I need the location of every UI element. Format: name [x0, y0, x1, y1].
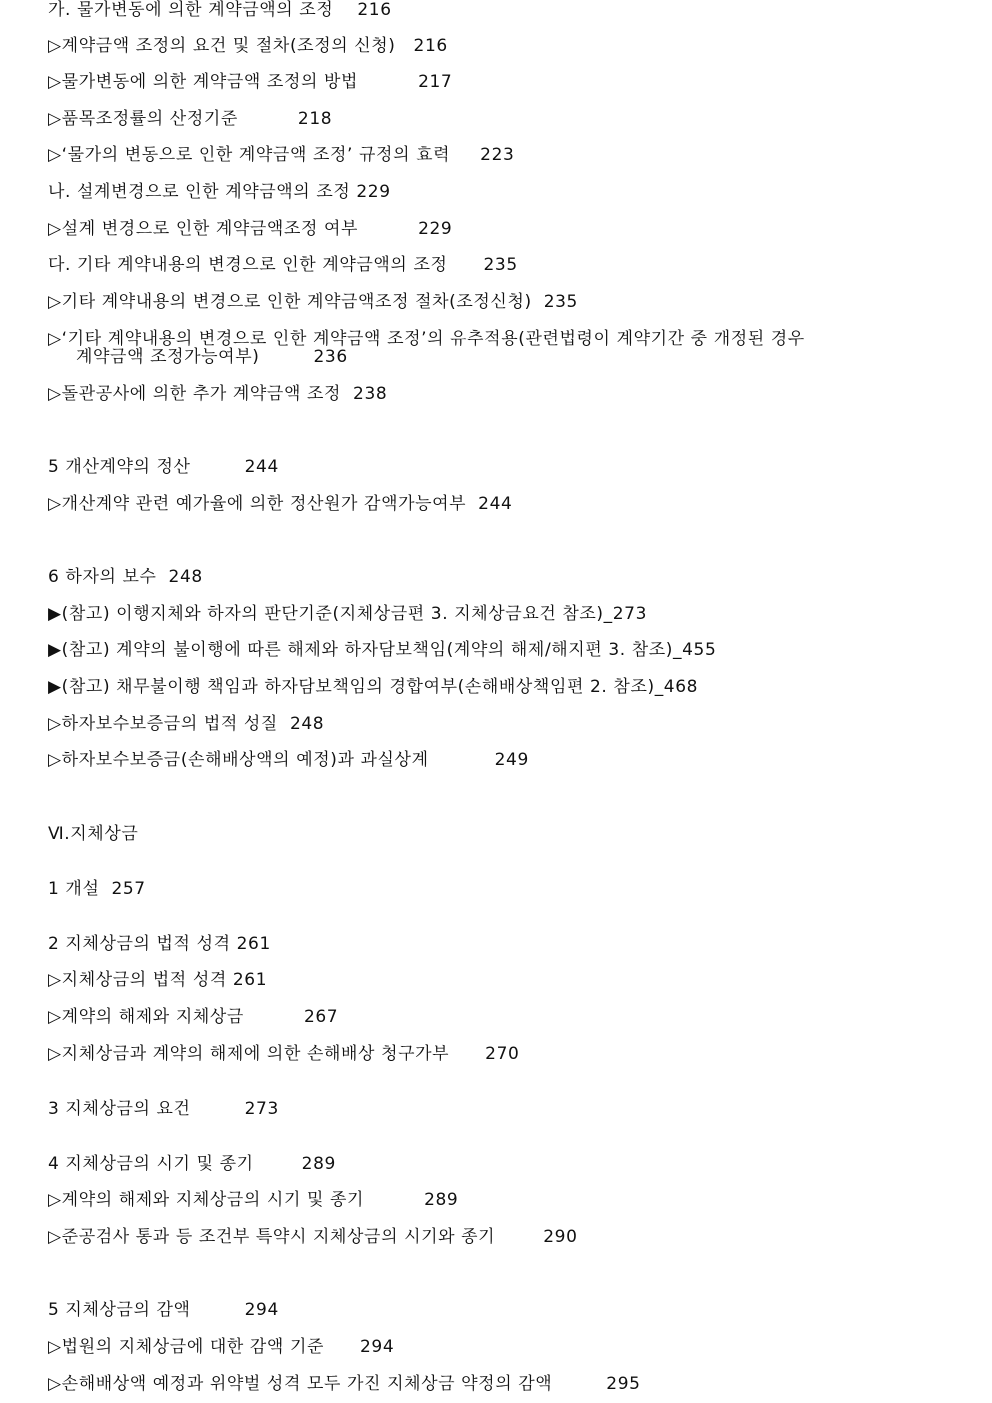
toc-reference: ▶(참고) 채무불이행 책임과 하자담보책임의 경합여부(손해배상책임편 2. 참조)_468 — [48, 677, 699, 697]
toc-entry-continuation: 계약금액 조정가능여부) 236 — [76, 347, 348, 367]
toc-reference: ▶(참고) 계약의 불이행에 따른 해제와 하자담보책임(계약의 해제/해지편 3. 참조)_455 — [48, 640, 717, 660]
toc-entry: ▷계약금액 조정의 요건 및 절차(조정의 신청) 216 — [48, 36, 448, 56]
toc-entry: ▷물가변동에 의한 계약금액 조정의 방법 217 — [48, 72, 453, 92]
toc-section-heading: 3 지체상금의 요건 273 — [48, 1099, 279, 1119]
toc-entry: ▷기타 계약내용의 변경으로 인한 계약금액조정 절차(조정신청) 235 — [48, 292, 578, 312]
toc-heading: 나. 설계변경으로 인한 계약금액의 조정 229 — [48, 182, 391, 202]
toc-section-heading: 5 개산계약의 정산 244 — [48, 457, 279, 477]
toc-section-heading: 6 하자의 보수 248 — [48, 567, 203, 587]
toc-entry: ▷손해배상액 예정과 위약벌 성격 모두 가진 지체상금 약정의 감액 295 — [48, 1374, 641, 1394]
toc-entry: ▷설계 변경으로 인한 계약금액조정 여부 229 — [48, 219, 453, 239]
toc-entry: ▷품목조정률의 산정기준 218 — [48, 109, 333, 129]
toc-section-heading: 5 지체상금의 감액 294 — [48, 1300, 279, 1320]
toc-heading: 가. 물가변동에 의한 계약금액의 조정 216 — [48, 0, 392, 20]
toc-entry: ▷계약의 해제와 지체상금의 시기 및 종기 289 — [48, 1190, 459, 1210]
toc-entry: ▷준공검사 통과 등 조건부 특약시 지체상금의 시기와 종기 290 — [48, 1227, 578, 1247]
toc-chapter-heading: Ⅵ.지체상금 — [48, 824, 139, 844]
toc-section-heading: 1 개설 257 — [48, 879, 146, 899]
toc-heading: 다. 기타 계약내용의 변경으로 인한 계약금액의 조정 235 — [48, 255, 518, 275]
toc-section-heading: 2 지체상금의 법적 성격 261 — [48, 934, 271, 954]
toc-entry: ▷개산계약 관련 예가율에 의한 정산원가 감액가능여부 244 — [48, 494, 513, 514]
toc-entry: ▷지체상금과 계약의 해제에 의한 손해배상 청구가부 270 — [48, 1044, 520, 1064]
toc-entry: ▷계약의 해제와 지체상금 267 — [48, 1007, 339, 1027]
toc-entry: ▷‘기타 계약내용의 변경으로 인한 계약금액 조정’의 유추적용(관련법령이 계약기간 중 개정된 경우 — [48, 329, 805, 349]
toc-entry: ▷‘물가의 변동으로 인한 계약금액 조정’ 규정의 효력 223 — [48, 145, 515, 165]
toc-entry: ▷하자보수보증금(손해배상액의 예정)과 과실상계 249 — [48, 750, 529, 770]
toc-entry: ▷하자보수보증금의 법적 성질 248 — [48, 714, 325, 734]
toc-reference: ▶(참고) 이행지체와 하자의 판단기준(지체상금편 3. 지체상금요건 참조)_273 — [48, 604, 647, 624]
toc-entry: ▷법원의 지체상금에 대한 감액 기준 294 — [48, 1337, 395, 1357]
toc-entry: ▷지체상금의 법적 성격 261 — [48, 970, 268, 990]
toc-entry: ▷돌관공사에 의한 추가 계약금액 조정 238 — [48, 384, 388, 404]
toc-section-heading: 4 지체상금의 시기 및 종기 289 — [48, 1154, 336, 1174]
